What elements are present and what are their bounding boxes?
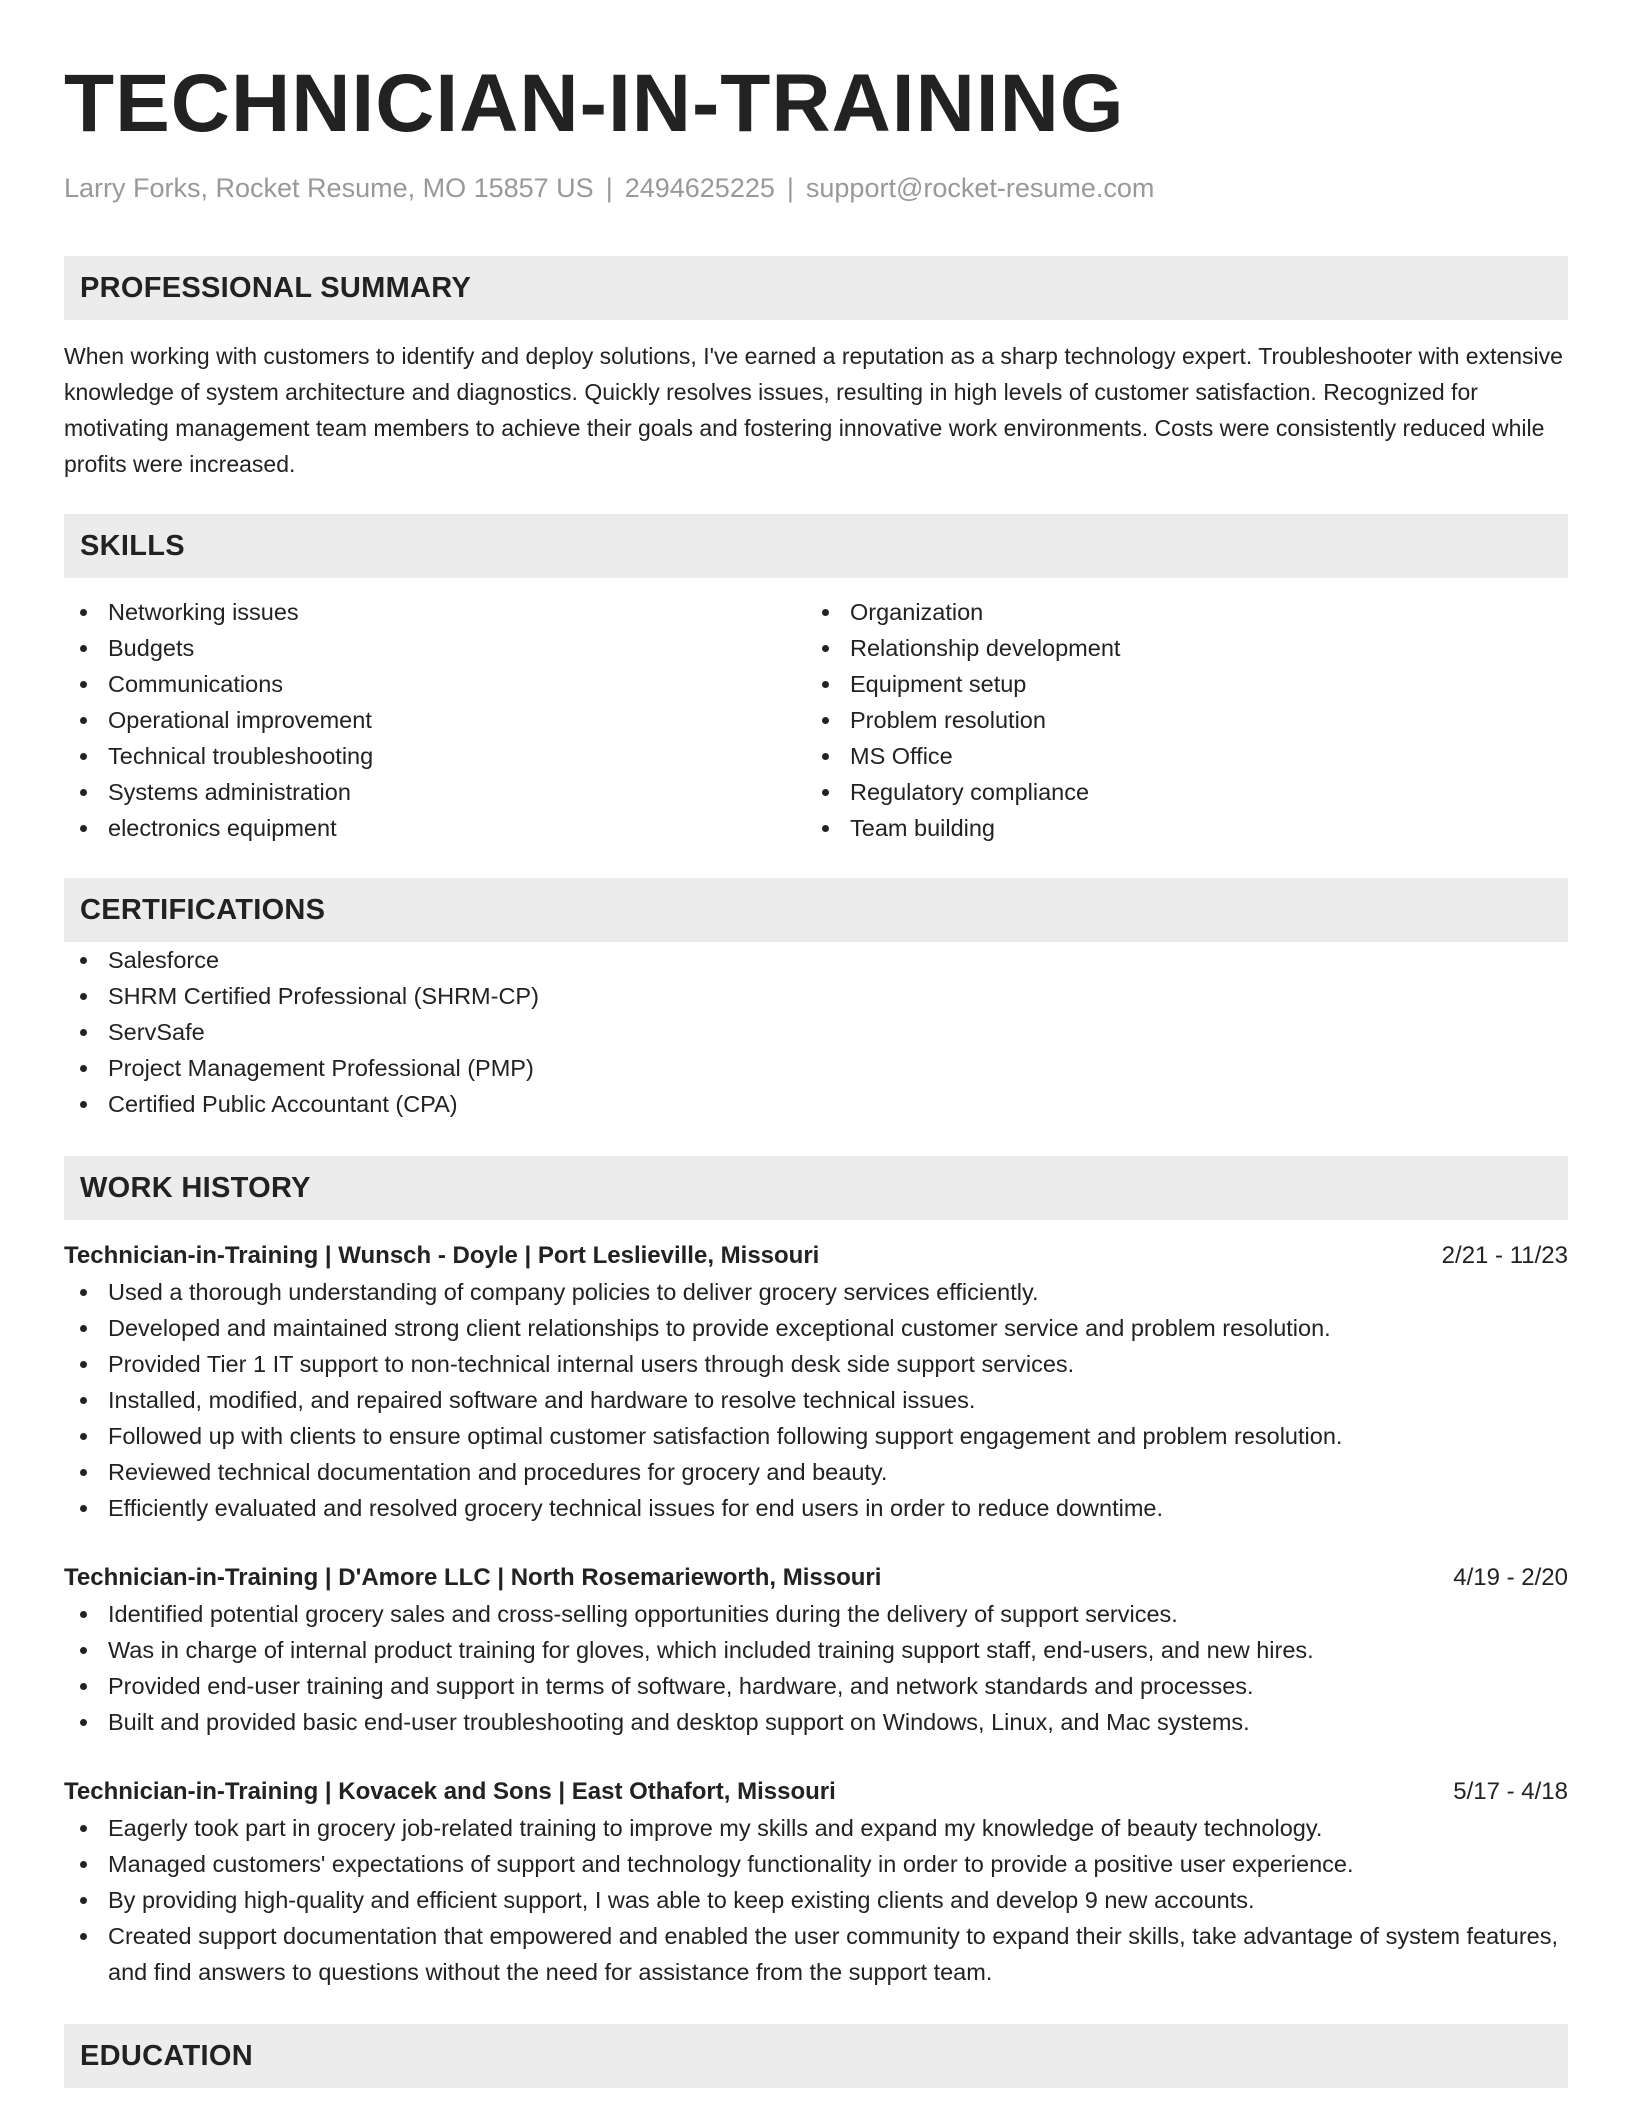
- job-bullet: Was in charge of internal product training for gloves, which included training support staff, end-users, and new hires.: [64, 1632, 1568, 1668]
- job-title: Technician-in-Training | Wunsch - Doyle | Port Leslieville, Missouri: [64, 1242, 820, 1269]
- job-dates: 5/17 - 4/18: [1453, 1778, 1568, 1805]
- certification-item: Project Management Professional (PMP): [64, 1050, 1568, 1086]
- job-bullet: Built and provided basic end-user troubleshooting and desktop support on Windows, Linux, and Mac systems.: [64, 1704, 1568, 1740]
- contact-line: [64, 170, 1568, 206]
- job-header: [64, 1560, 1568, 1596]
- skill-item: Systems administration: [64, 774, 806, 810]
- skill-item: Communications: [64, 666, 806, 702]
- job-bullet: Managed customers' expectations of support and technology functionality in order to provide a positive user experience.: [64, 1846, 1568, 1882]
- skill-item: Networking issues: [64, 594, 806, 630]
- skills-list-right: [806, 594, 1548, 846]
- job-bullet: Efficiently evaluated and resolved grocery technical issues for end users in order to reduce downtime.: [64, 1490, 1568, 1526]
- certification-item: Salesforce: [64, 942, 1568, 978]
- skill-item: Team building: [806, 810, 1548, 846]
- section-heading-work-history: WORK HISTORY: [64, 1156, 1568, 1220]
- skill-item: electronics equipment: [64, 810, 806, 846]
- summary-text: When working with customers to identify and deploy solutions, I've earned a reputation as a sharp technology expert. Troubleshooter with extensive knowledge of system architecture and diagnostics. Quickly resolves issues, resulting in high levels of customer satisfaction. Recognized for motivating management team members to achieve their goals and fostering innovative work environments. Costs were consistently reduced while profits were increased.: [64, 343, 1563, 477]
- job-entry: [64, 1238, 1568, 1526]
- contact-address: Larry Forks, Rocket Resume, MO 15857 US: [64, 173, 594, 203]
- contact-separator: |: [605, 173, 613, 203]
- resume-title: TECHNICIAN-IN-TRAINING: [64, 58, 1125, 149]
- certification-item: ServSafe: [64, 1014, 1568, 1050]
- certification-item: SHRM Certified Professional (SHRM-CP): [64, 978, 1568, 1014]
- job-bullet: Eagerly took part in grocery job-related training to improve my skills and expand my knowledge of beauty technology.: [64, 1810, 1568, 1846]
- skill-item: Relationship development: [806, 630, 1548, 666]
- job-title: Technician-in-Training | D'Amore LLC | North Rosemarieworth, Missouri: [64, 1564, 882, 1591]
- skills-grid: [64, 594, 1568, 846]
- skill-item: Regulatory compliance: [806, 774, 1548, 810]
- job-title: Technician-in-Training | Kovacek and Sons | East Othafort, Missouri: [64, 1778, 836, 1805]
- job-header: [64, 1238, 1568, 1274]
- job-bullet: Used a thorough understanding of company policies to deliver grocery services efficiently.: [64, 1274, 1568, 1310]
- job-bullet: Provided end-user training and support in terms of software, hardware, and network standards and processes.: [64, 1668, 1568, 1704]
- job-entry: [64, 1774, 1568, 1990]
- job-bullet: Followed up with clients to ensure optimal customer satisfaction following support engagement and problem resolution.: [64, 1418, 1568, 1454]
- job-entry: [64, 1560, 1568, 1740]
- skills-list-left: [64, 594, 806, 846]
- job-bullet: Created support documentation that empowered and enabled the user community to expand their skills, take advantage of system features, and find answers to questions without the need for assistance from the support team.: [64, 1918, 1568, 1990]
- skill-item: MS Office: [806, 738, 1548, 774]
- job-header: [64, 1774, 1568, 1810]
- job-bullet: Reviewed technical documentation and procedures for grocery and beauty.: [64, 1454, 1568, 1490]
- job-bullets: [64, 1810, 1568, 1990]
- skill-item: Organization: [806, 594, 1548, 630]
- resume-page: [64, 0, 1568, 2088]
- skill-item: Problem resolution: [806, 702, 1548, 738]
- skill-item: Technical troubleshooting: [64, 738, 806, 774]
- job-dates: 4/19 - 2/20: [1453, 1564, 1568, 1591]
- job-bullets: [64, 1596, 1568, 1740]
- skill-item: Equipment setup: [806, 666, 1548, 702]
- job-bullets: [64, 1274, 1568, 1526]
- contact-separator: |: [786, 173, 794, 203]
- section-heading-certifications: CERTIFICATIONS: [64, 878, 1568, 942]
- contact-email: support@rocket-resume.com: [805, 173, 1155, 203]
- job-bullet: By providing high-quality and efficient support, I was able to keep existing clients and develop 9 new accounts.: [64, 1882, 1568, 1918]
- job-bullet: Installed, modified, and repaired software and hardware to resolve technical issues.: [64, 1382, 1568, 1418]
- contact-phone: 2494625225: [624, 173, 775, 203]
- section-heading-skills: SKILLS: [64, 514, 1568, 578]
- skill-item: Operational improvement: [64, 702, 806, 738]
- section-heading-education: EDUCATION: [64, 2024, 1568, 2088]
- job-bullet: Provided Tier 1 IT support to non-technical internal users through desk side support services.: [64, 1346, 1568, 1382]
- certifications-list: [64, 942, 1568, 1122]
- section-heading-summary: PROFESSIONAL SUMMARY: [64, 256, 1568, 320]
- job-bullet: Developed and maintained strong client relationships to provide exceptional customer service and problem resolution.: [64, 1310, 1568, 1346]
- certification-item: Certified Public Accountant (CPA): [64, 1086, 1568, 1122]
- skill-item: Budgets: [64, 630, 806, 666]
- job-dates: 2/21 - 11/23: [1441, 1242, 1568, 1269]
- job-bullet: Identified potential grocery sales and cross-selling opportunities during the delivery of support services.: [64, 1596, 1568, 1632]
